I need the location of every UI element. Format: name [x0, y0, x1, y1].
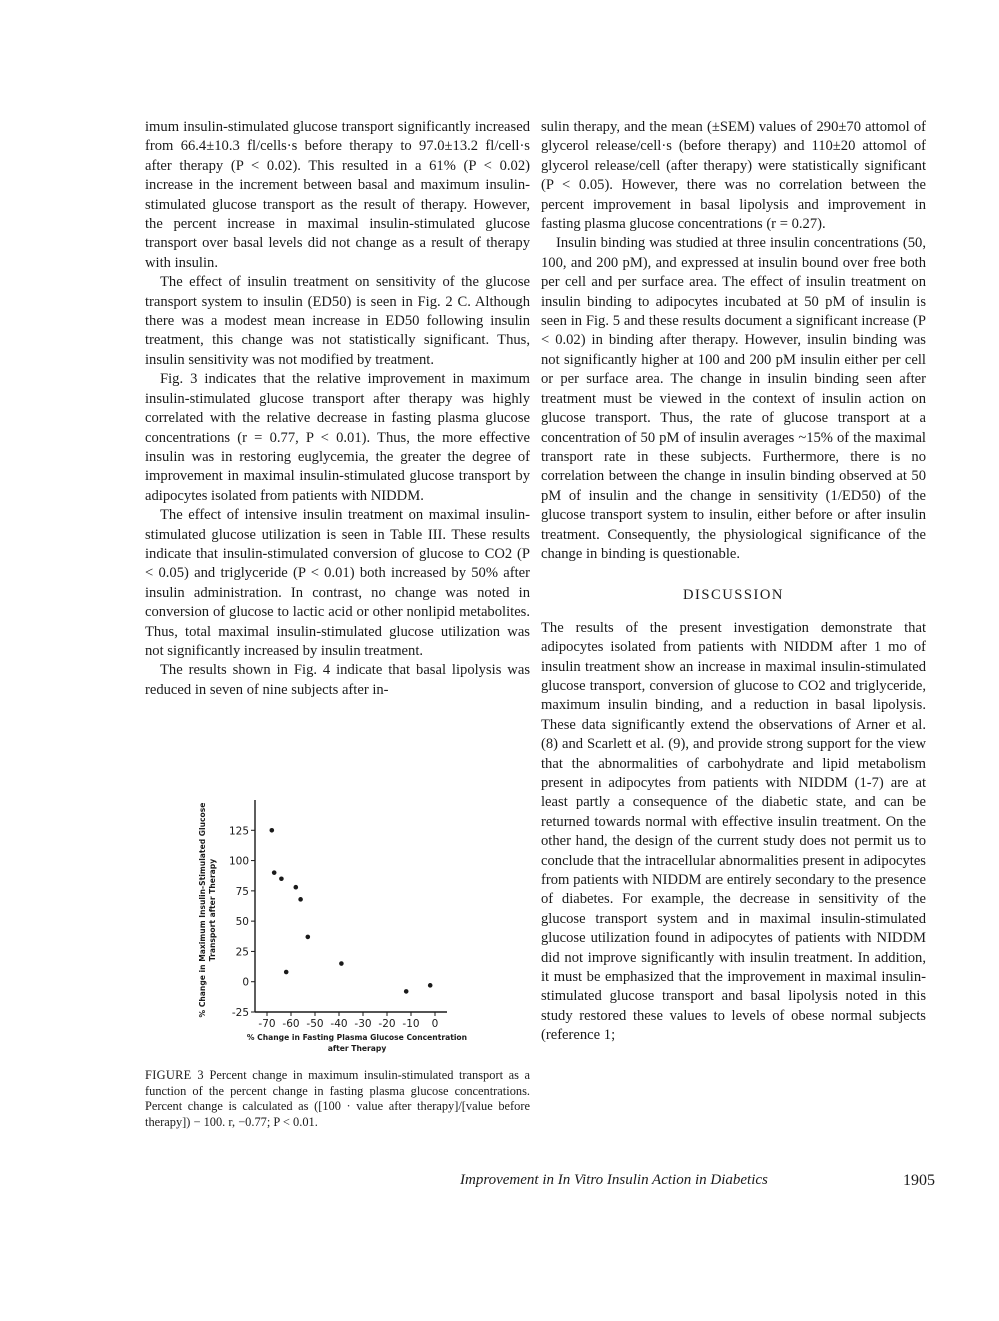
x-tick-label: 0 — [431, 1018, 439, 1030]
y-tick-label: -25 — [231, 1007, 249, 1019]
figure-3-scatter-plot — [145, 770, 530, 1070]
y-tick-label: 25 — [235, 946, 249, 959]
page-number: 1905 — [903, 1172, 935, 1189]
x-tick-label: -30 — [354, 1018, 372, 1030]
data-point — [294, 885, 299, 890]
paragraph: The effect of insulin treatment on sensitivity of the glucose transport system to insulin (ED50) is seen in Fig. 2 C. Although there was a modest mean increase in ED50 following insulin treatment, this change was not statistically significant. Thus, insulin sensitivity was not modified by treatment. — [145, 274, 530, 368]
running-title: Improvement in In Vitro Insulin Action in Diabetics — [460, 1172, 768, 1188]
y-tick-label: 50 — [235, 916, 249, 929]
paragraph: sulin therapy, and the mean (±SEM) values of 290±70 attomol of glycerol release/cell·s (before therapy) and 110±20 attomol of glycerol release/cell (after therapy) were statistically significant (P < 0.05). However, there was no correlation between the percent improvement in basal lipolysis and improvement in fasting plasma glucose concentrations (r = 0.27). — [541, 119, 926, 233]
x-axis-label-line-1: % Change in Fasting Plasma Glucose Concentration — [246, 1033, 468, 1042]
caption-text: Percent change in maximum insulin-stimulated transport as a function of the percent change in fasting plasma glucose concentrations. Percent change is calculated as ([100 · value after therapy]/[value before therapy]) − 100. r, −0.77; P < 0.01. — [145, 1068, 530, 1129]
data-point — [270, 828, 275, 833]
section-heading-discussion: DISCUSSION — [683, 587, 784, 604]
data-point — [272, 870, 277, 875]
x-tick-label: -40 — [330, 1018, 348, 1030]
data-point — [284, 970, 289, 975]
data-point — [404, 989, 409, 994]
y-tick-label: 0 — [242, 976, 249, 989]
x-tick-label: -10 — [402, 1018, 420, 1030]
x-axis-label-line-2: after Therapy — [327, 1044, 387, 1053]
y-tick-label: 75 — [235, 885, 249, 898]
x-tick-label: -70 — [258, 1018, 276, 1030]
paragraph: imum insulin-stimulated glucose transport significantly increased from 66.4±10.3 fl/cells·s before therapy to 97.0±13.2 fl/cell·s after therapy (P < 0.02). This resulted in a 61% (P < 0.02) increase in the increment between basal and maximum insulin-stimulated glucose transport as the result of therapy. However, the percent increase in maximal insulin-stimulated glucose transport over basal levels did not change as a result of therapy with insulin. — [145, 119, 530, 271]
paragraph: Insulin binding was studied at three insulin concentrations (50, 100, and 200 pM), and expressed at insulin bound over free both per cell and per surface area. The effect of insulin treatment on insulin binding to adipocytes incubated at 50 pM of insulin is seen in Fig. 5 and these results document a significant increase (P < 0.02) in binding after therapy. However, insulin binding was not significantly higher at 100 and 200 pM insulin either per cell or per surface area. The change in insulin binding seen after treatment must be viewed in the context of insulin action on glucose transport. Thus, the rate of glucose transport at a concentration of 50 pM of insulin averages ~15% of the maximal transport rate in these subjects. Furthermore, there is no correlation between the change in insulin binding observed at 50 pM of insulin and the change in sensitivity (1/ED50) of the glucose transport system to insulin, either before or after insulin treatment. Consequently, the physiological significance of the change in binding is questionable. — [541, 235, 926, 562]
y-axis-label-line-2: Transport after Therapy — [208, 858, 217, 962]
paragraph: Fig. 3 indicates that the relative improvement in maximum insulin-stimulated glucose transport after therapy was highly correlated with the relative decrease in fasting plasma glucose concentrations (r = 0.77, P < 0.01). Thus, the more effective insulin was in restoring euglycemia, the greater the degree of improvement in maximal insulin-stimulated glucose transport by adipocytes isolated from patients with NIDDM. — [145, 371, 530, 504]
x-tick-label: -50 — [306, 1018, 324, 1030]
figure-caption — [145, 1068, 530, 1130]
paragraph: The results shown in Fig. 4 indicate that basal lipolysis was reduced in seven of nine subjects after in- — [145, 662, 530, 698]
x-tick-label: -60 — [282, 1018, 300, 1030]
data-point — [298, 897, 303, 902]
data-point — [428, 983, 433, 988]
y-tick-label: 100 — [228, 855, 249, 868]
paragraph: The effect of intensive insulin treatment on maximal insulin-stimulated glucose utilization is seen in Table III. These results indicate that insulin-stimulated conversion of glucose to CO2 (P < 0.05) and triglyceride (P < 0.01) both increased by 50% after insulin administration. In contrast, no change was noted in conversion of glucose to lactic acid or other nonlipid metabolites. Thus, total maximal insulin-stimulated glucose utilization was not significantly increased by insulin treatment. — [145, 507, 530, 659]
y-tick-label: 125 — [228, 825, 249, 838]
caption-label: FIGURE 3 — [145, 1068, 204, 1082]
left-column — [145, 118, 530, 700]
y-axis-label-line-1: % Change in Maximum Insulin-Stimulated Glucose — [198, 802, 207, 1018]
data-point — [279, 876, 284, 881]
right-column — [541, 118, 926, 1046]
data-point — [339, 961, 344, 966]
x-tick-label: -20 — [378, 1018, 396, 1030]
data-point — [306, 935, 311, 940]
y-axis-label — [198, 803, 217, 1018]
paragraph: The results of the present investigation demonstrate that adipocytes isolated from patients with NIDDM after 1 mo of insulin treatment show an increase in maximal insulin-stimulated glucose transport, conversion of glucose to CO2 and triglyceride, maximum insulin binding, and a reduction in basal lipolysis. These data significantly extend the observations of Arner et al. (8) and Scarlett et al. (9), and provide strong support for the view that the abnormalities of carbohydrate and lipid metabolism present in adipocytes from patients with NIDDM (1-7) are at least partly a consequence of the diabetic state, and can be returned towards normal with effective insulin treatment. On the other hand, the design of the current study does not permit us to conclude that the intracellular abnormalities present in adipocytes from patients with NIDDM are entirely secondary to the presence of diabetes. For example, the decrease in sensitivity of the glucose transport system and in maximal insulin-stimulated glucose utilization found in adipocytes of patients with NIDDM did not improve significantly with insulin treatment. In addition, it must be emphasized that the improvement in maximal insulin-stimulated glucose transport and basal lipolysis noted in this study restored these values to levels of obese normal subjects (reference 1; — [541, 619, 926, 1044]
chart-svg — [145, 770, 530, 1070]
